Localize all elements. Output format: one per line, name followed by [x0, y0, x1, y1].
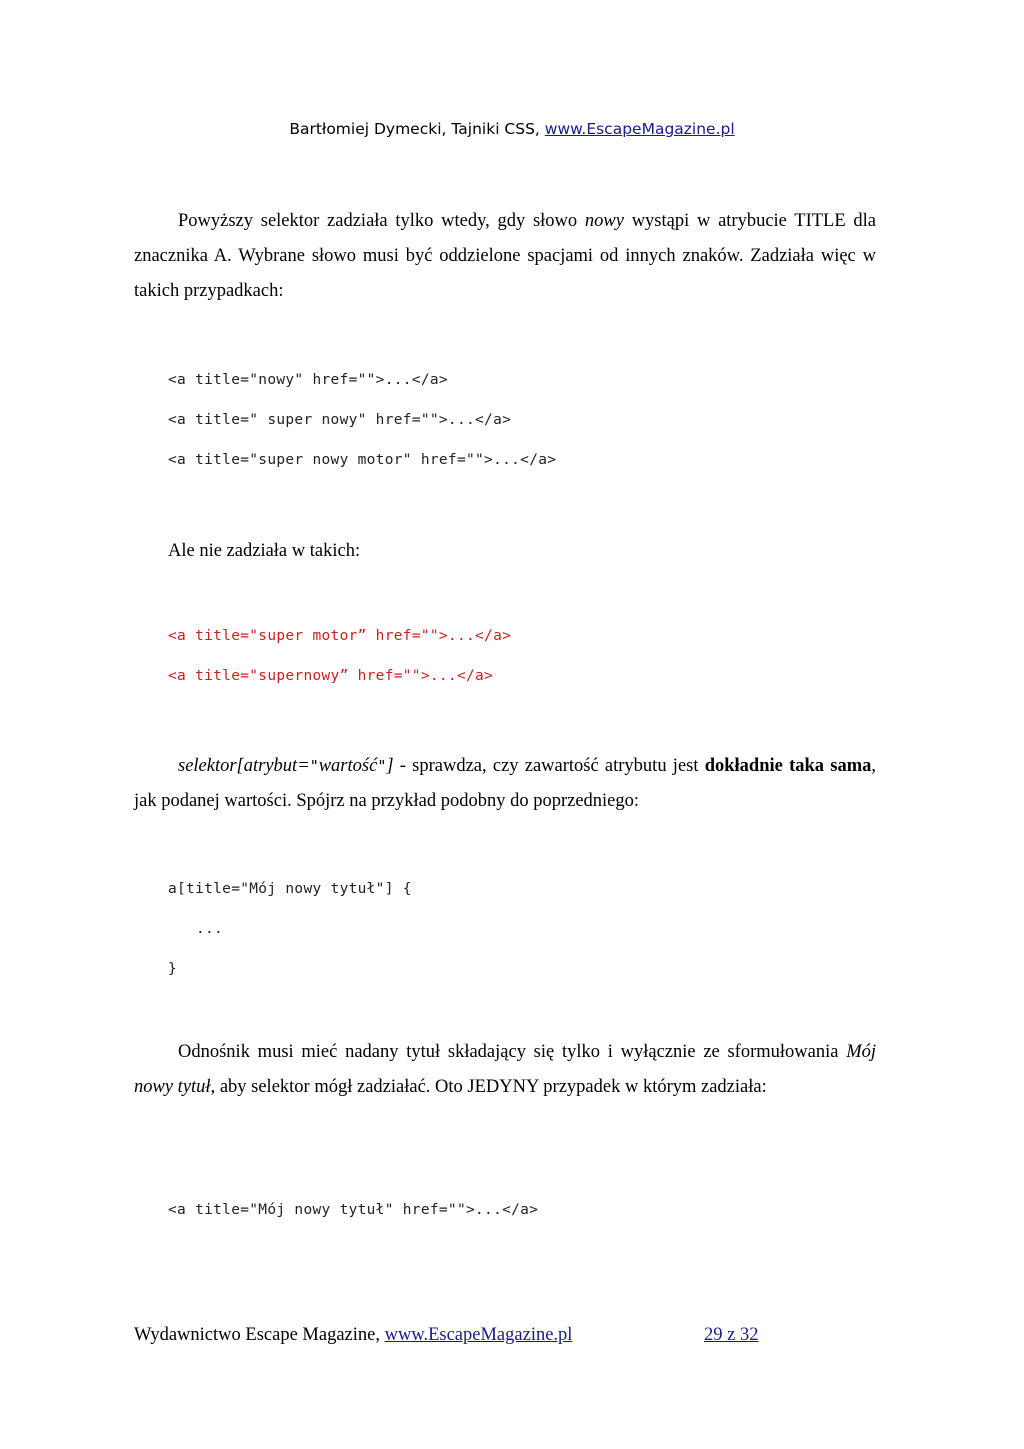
- paragraph-link-text: Odnośnik musi mieć nadany tytuł składający się tylko i wyłącznie ze sformułowania: [178, 1042, 847, 1062]
- paragraph-link-text-end: , aby selektor mógł zadziałać. Oto JEDYNY przypadek w którym zadziała:: [210, 1077, 767, 1097]
- code-match-2: <a title=" super nowy" href="">...</a>: [168, 412, 512, 428]
- emphasis-title: Mój nowy tytuł: [134, 1042, 876, 1097]
- paragraph-exact-text-end: , jak podanej wartości. Spójrz na przykład podobny do poprzedniego:: [134, 756, 876, 811]
- paragraph-intro: [134, 204, 876, 309]
- bold-exact: dokładnie taka sama: [704, 756, 872, 776]
- page-header: [0, 120, 1024, 138]
- selector-bracket: ]: [386, 756, 394, 776]
- paragraph-intro-text-end: wystąpi w atrybucie TITLE dla znacznika A. Wybrane słowo musi być oddzielone spacjami od innych znaków. Zadziała więc w takich przypadkach:: [134, 211, 876, 301]
- paragraph-link-title: [134, 1035, 876, 1105]
- code-match-3: <a title="super nowy motor" href="">...</a>: [168, 452, 557, 468]
- code-nomatch-2: <a title="supernowy” href="">...</a>: [168, 668, 494, 684]
- code-selector-close: }: [168, 961, 178, 977]
- code-exact-match: <a title="Mój nowy tytuł" href="">...</a>: [168, 1202, 539, 1218]
- footer-publisher: [134, 1325, 572, 1346]
- emphasis-nowy: nowy: [584, 211, 624, 231]
- footer-page-number: [704, 1325, 758, 1346]
- header-link[interactable]: www.EscapeMagazine.pl: [544, 120, 735, 138]
- selector-quote-open: ": [309, 757, 319, 775]
- paragraph-exact-text: - sprawdza, czy zawartość atrybutu jest: [393, 756, 705, 776]
- paragraph-intro-text: Powyższy selektor zadziała tylko wtedy, gdy słowo: [178, 211, 585, 231]
- header-text: Bartłomiej Dymecki, Tajniki CSS,: [289, 120, 545, 138]
- code-selector-open: a[title="Mój nowy tytuł"] {: [168, 881, 412, 897]
- selector-value: wartość: [318, 756, 378, 776]
- selector-syntax: selektor[atrybut=: [178, 756, 310, 776]
- footer-text: Wydawnictwo Escape Magazine,: [134, 1325, 385, 1345]
- code-match-1: <a title="nowy" href="">...</a>: [168, 372, 448, 388]
- footer-link[interactable]: www.EscapeMagazine.pl: [384, 1325, 573, 1345]
- page-number-link[interactable]: 29 z 32: [704, 1325, 759, 1345]
- code-nomatch-1: <a title="super motor” href="">...</a>: [168, 628, 512, 644]
- code-selector-body: ...: [196, 921, 224, 937]
- paragraph-exact-selector: [134, 749, 876, 819]
- selector-quote-close: ": [377, 757, 387, 775]
- paragraph-no-match: Ale nie zadziała w takich:: [168, 541, 361, 561]
